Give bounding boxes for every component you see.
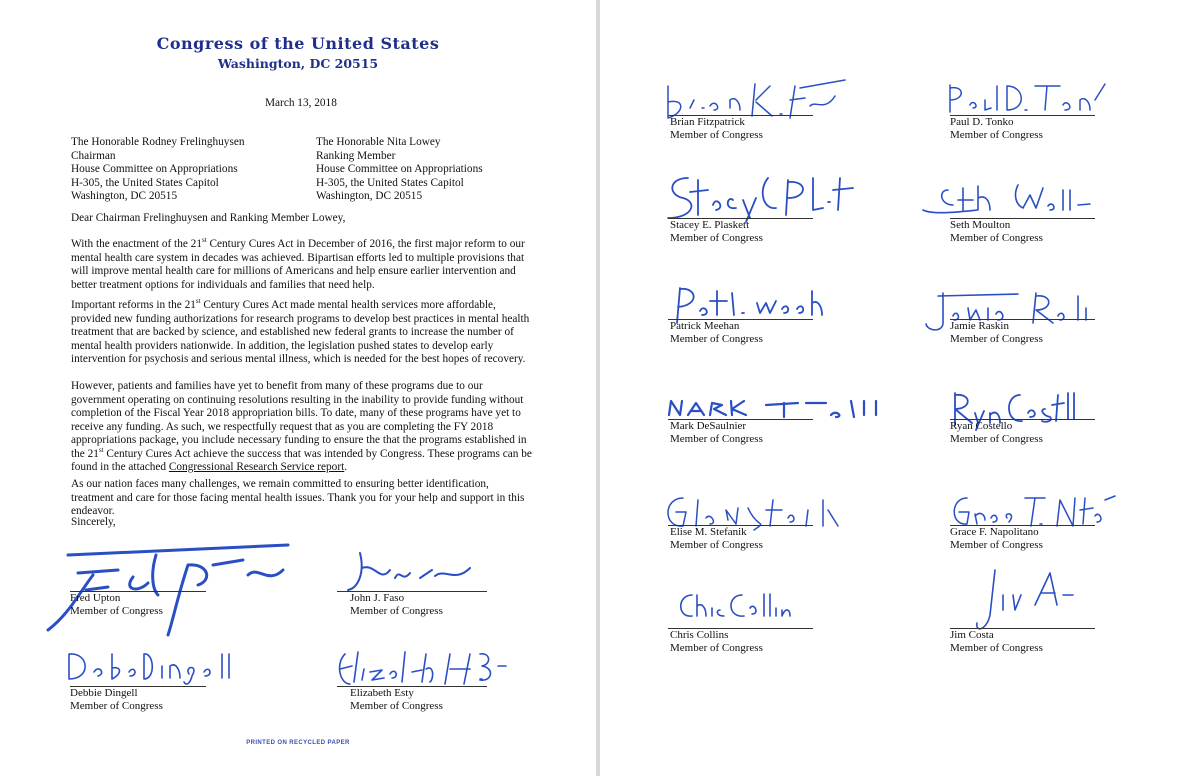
signatory-title: Member of Congress bbox=[350, 605, 443, 617]
signatory-title: Member of Congress bbox=[70, 700, 163, 712]
address-line: House Committee on Appropriations bbox=[71, 163, 238, 175]
signatory-title: Member of Congress bbox=[670, 642, 763, 654]
signatory-title: Member of Congress bbox=[670, 539, 763, 551]
letterhead-title: Congress of the United States bbox=[156, 34, 440, 53]
closing: Sincerely, bbox=[71, 516, 116, 528]
signatory-title: Member of Congress bbox=[670, 129, 763, 141]
signature-seth-moulton bbox=[918, 180, 1093, 220]
address-line: H-305, the United States Capitol bbox=[71, 176, 219, 189]
signature-stacey-plaskett bbox=[658, 170, 858, 225]
recipient-address-right bbox=[316, 136, 483, 204]
signatory-block bbox=[350, 592, 443, 618]
signatory-name: Debbie Dingell bbox=[70, 687, 138, 699]
signatory-title: Member of Congress bbox=[670, 232, 763, 244]
signatory-title: Member of Congress bbox=[950, 232, 1043, 244]
signatory-name: Elizabeth Esty bbox=[350, 687, 414, 699]
signatory-name: Chris Collins bbox=[670, 629, 729, 641]
signatory-title: Member of Congress bbox=[950, 642, 1043, 654]
address-line: H-305, the United States Capitol bbox=[316, 176, 464, 189]
signatory-name: Seth Moulton bbox=[950, 219, 1011, 231]
signatory-name: Ryan Costello bbox=[950, 420, 1013, 432]
address-line: Washington, DC 20515 bbox=[71, 190, 178, 202]
recycled-paper-note: PRINTED ON RECYCLED PAPER bbox=[246, 740, 350, 746]
salutation: Dear Chairman Frelinghuysen and Ranking Member Lowey, bbox=[71, 212, 346, 224]
letter-page-left bbox=[0, 0, 596, 776]
signatory-name: Fred Upton bbox=[70, 592, 121, 604]
signatory-name: Mark DeSaulnier bbox=[670, 420, 747, 432]
signatory-title: Member of Congress bbox=[670, 333, 763, 345]
address-line: Chairman bbox=[71, 149, 116, 162]
signatory-title: Member of Congress bbox=[70, 605, 163, 617]
signature-chris-collins bbox=[672, 590, 802, 625]
address-line: The Honorable Nita Lowey bbox=[316, 136, 441, 148]
body-paragraph-2: Important reforms in the 21st Century Cures Act made mental health services more affordable, provided new funding authorizations for research programs to develop best practices in mental health treatment that are backed by science, and established new federal grants to increase the number of mental health providers nationwide. In addition, the legislation pushed states to develop early intervention for psychosis and serious mental illness, which is needed for the best hopes of recovery. bbox=[71, 297, 530, 365]
signatory-name: Paul D. Tonko bbox=[950, 116, 1014, 128]
address-line: Washington, DC 20515 bbox=[316, 190, 423, 202]
signatory-block bbox=[670, 420, 763, 446]
signatory-block bbox=[950, 420, 1043, 446]
signatory-name: John J. Faso bbox=[350, 592, 405, 604]
signatory-block bbox=[70, 687, 163, 713]
signatory-name: Patrick Meehan bbox=[670, 320, 740, 332]
signatory-name: Grace F. Napolitano bbox=[950, 526, 1039, 538]
letter-date: March 13, 2018 bbox=[265, 97, 337, 109]
body-paragraph-1: With the enactment of the 21st Century Cures Act in December of 2016, the first major reform to our mental health care system in decades was achieved. Bipartisan efforts led to multiple provisions that will improve mental health care for millions of Americans and help ensure earlier intervention and better treatment options for individuals and families that need help. bbox=[71, 236, 525, 291]
signatory-name: Jamie Raskin bbox=[950, 320, 1009, 332]
address-line: Ranking Member bbox=[316, 149, 396, 162]
recipient-address-left bbox=[71, 136, 245, 204]
signatory-title: Member of Congress bbox=[950, 333, 1043, 345]
signatory-block bbox=[350, 687, 443, 713]
signatory-title: Member of Congress bbox=[950, 539, 1043, 551]
signatory-name: Stacey E. Plaskett bbox=[670, 219, 750, 231]
signature-debbie-dingell bbox=[64, 644, 244, 689]
signatory-block bbox=[950, 526, 1043, 552]
signatory-title: Member of Congress bbox=[950, 433, 1043, 445]
signatory-block bbox=[670, 629, 763, 655]
body-paragraph-3: However, patients and families have yet to benefit from many of these programs due to our government operating on continuing resolutions resulting in the inability to provide funding without completion of the Fiscal Year 2018 appropriation bills. To date, many of these programs have yet to receive any funding. As such, we respectfully request that as you are completing the FY 2018 appropriations package, you include necessary funding to ensure the that the programs established in the 21st Century Cures Act achieve the success that was intended by Congress. These programs can be found in the attached Congressional Research Service report. bbox=[71, 380, 532, 473]
signatory-block bbox=[950, 116, 1043, 142]
signatory-block bbox=[950, 629, 1043, 655]
signatory-name: Brian Fitzpatrick bbox=[670, 116, 745, 128]
signatory-block bbox=[670, 526, 763, 552]
signatory-block bbox=[670, 116, 763, 142]
signatory-name: Elise M. Stefanik bbox=[670, 526, 747, 538]
signatory-block bbox=[670, 320, 763, 346]
address-line: House Committee on Appropriations bbox=[316, 163, 483, 175]
signatory-block bbox=[950, 320, 1043, 346]
body-paragraph-4: As our nation faces many challenges, we remain committed to ensuring better identification, treatment and care for those facing mental health issues. Thank you for your help and support in this endeavor. bbox=[71, 478, 525, 517]
signatory-title: Member of Congress bbox=[350, 700, 443, 712]
signature-paul-tonko bbox=[945, 80, 1115, 120]
signatory-block bbox=[70, 592, 163, 618]
letter-page-right bbox=[600, 0, 1200, 776]
signatory-name: Jim Costa bbox=[950, 629, 994, 641]
letterhead-subtitle: Washington, DC 20515 bbox=[217, 56, 379, 71]
signatory-block bbox=[670, 219, 763, 245]
crs-report-link[interactable]: Congressional Research Service report bbox=[168, 461, 345, 473]
address-line: The Honorable Rodney Frelinghuysen bbox=[71, 136, 245, 148]
signatory-title: Member of Congress bbox=[670, 433, 763, 445]
signature-fred-upton bbox=[38, 535, 298, 640]
signatory-block bbox=[950, 219, 1043, 245]
signatory-title: Member of Congress bbox=[950, 129, 1043, 141]
